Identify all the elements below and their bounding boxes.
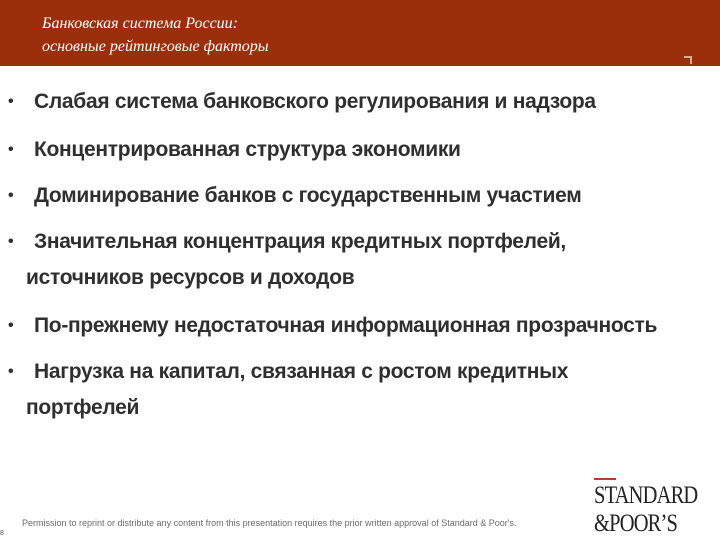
bullet-text: Доминирование банков с государственным участием: [34, 184, 582, 207]
bullet-item: [8, 308, 698, 344]
bullet-text-continuation: источников ресурсов и доходов: [26, 266, 355, 289]
bullet-text: По-прежнему недостаточная информационная прозрачность: [34, 314, 658, 337]
bullet-list: [8, 84, 698, 426]
bullet-item: [8, 354, 698, 426]
corner-mark-icon: [684, 56, 692, 64]
bullet-item: [8, 132, 698, 168]
slide-title: [42, 12, 269, 58]
standard-and-poors-logo: [594, 478, 712, 536]
bullet-item: [8, 224, 698, 296]
logo-accent-rule: [594, 478, 616, 480]
bullet-dot-icon: •: [8, 187, 14, 204]
bullet-text: Концентрированная структура экономики: [34, 138, 461, 161]
page-number: 8: [0, 530, 4, 537]
bullet-text: Слабая система банковского регулирования и надзора: [34, 90, 596, 113]
bullet-text: Значительная концентрация кредитных портфелей,: [34, 230, 566, 253]
bullet-dot-icon: •: [8, 141, 14, 158]
bullet-dot-icon: •: [8, 317, 14, 334]
slide-title-line-1: Банковская система России:: [42, 15, 239, 32]
bullet-dot-icon: •: [8, 93, 14, 110]
logo-text-line-2: &POOR’S: [594, 510, 678, 537]
bullet-dot-icon: •: [8, 363, 14, 380]
slide-header: [0, 0, 720, 66]
slide-title-line-2: основные рейтинговые факторы: [42, 38, 269, 55]
copyright-notice: Permission to reprint or distribute any content from this presentation requires the prior written approval of Standard & Poor's.: [22, 518, 517, 528]
bullet-item: [8, 84, 698, 120]
bullet-item: [8, 178, 698, 214]
bullet-dot-icon: •: [8, 233, 14, 250]
logo-text-line-1: STANDARD: [594, 482, 698, 509]
bullet-text: Нагрузка на капитал, связанная с ростом кредитных: [34, 360, 569, 383]
bullet-text-continuation: портфелей: [26, 396, 140, 419]
